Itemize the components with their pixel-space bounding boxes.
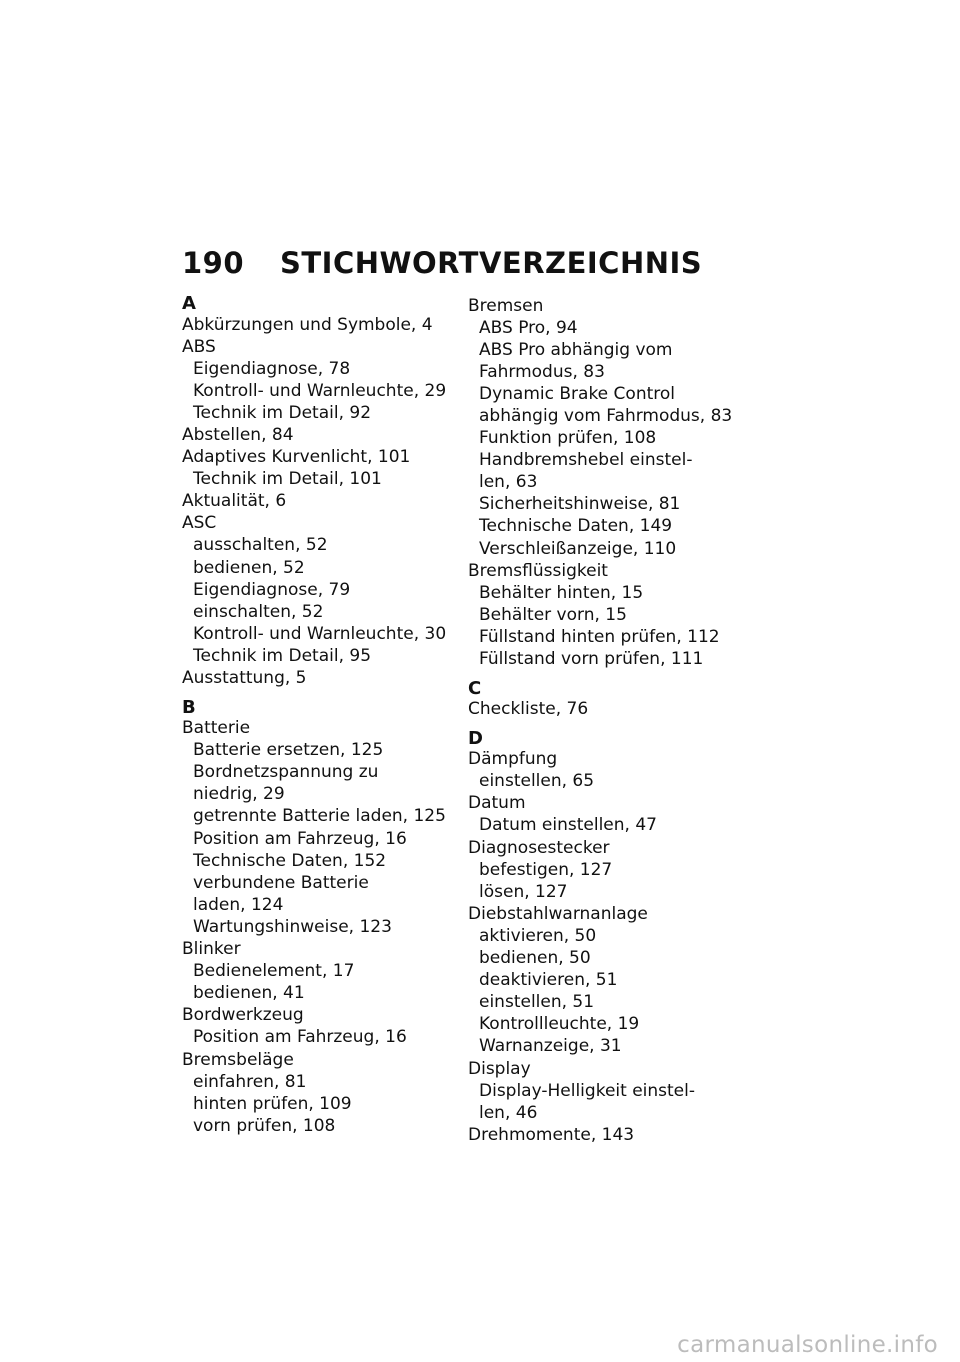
index-entry: Bordwerkzeug bbox=[182, 1005, 304, 1026]
index-subentry: abhängig vom Fahrmodus, 83 bbox=[479, 405, 733, 426]
index-entry: Abstellen, 84 bbox=[182, 424, 294, 445]
index-subentry: Warnanzeige, 31 bbox=[479, 1036, 622, 1057]
page-header bbox=[182, 246, 702, 280]
index-subentry: Füllstand hinten prüfen, 112 bbox=[479, 626, 720, 647]
section-letter: C bbox=[468, 677, 482, 699]
index-subentry: befestigen, 127 bbox=[479, 859, 613, 880]
index-entry: ABS bbox=[182, 336, 216, 357]
index-subentry: Technische Daten, 152 bbox=[193, 850, 387, 871]
index-subentry: len, 46 bbox=[479, 1102, 538, 1123]
index-subentry: Wartungshinweise, 123 bbox=[193, 916, 392, 937]
index-subentry: bedienen, 50 bbox=[479, 948, 591, 969]
index-subentry: Technik im Detail, 95 bbox=[193, 645, 372, 666]
index-section bbox=[468, 296, 748, 670]
index-entry: Display bbox=[468, 1058, 531, 1079]
index-entry: Aktualität, 6 bbox=[182, 491, 287, 512]
index-subentry: Verschleißanzeige, 110 bbox=[479, 538, 677, 559]
index-subentry: einfahren, 81 bbox=[193, 1071, 307, 1092]
index-subentry: bedienen, 52 bbox=[193, 557, 305, 578]
index-subentry: Funktion prüfen, 108 bbox=[479, 428, 657, 449]
index-column-right bbox=[468, 294, 748, 1154]
index-subentry: Batterie ersetzen, 125 bbox=[193, 740, 384, 761]
index-section bbox=[468, 679, 748, 720]
index-subentry: Dynamic Brake Control bbox=[479, 383, 675, 404]
index-subentry: Sicherheitshinweise, 81 bbox=[479, 494, 681, 515]
index-subentry: einstellen, 65 bbox=[479, 771, 595, 792]
index-subentry: Kontrollleuchte, 19 bbox=[479, 1014, 640, 1035]
index-subentry: Bordnetzspannung zu bbox=[193, 762, 379, 783]
index-subentry: Bedienelement, 17 bbox=[193, 961, 355, 982]
index-subentry: vorn prüfen, 108 bbox=[193, 1115, 336, 1136]
index-subentry: einschalten, 52 bbox=[193, 601, 324, 622]
index-entry: Adaptives Kurvenlicht, 101 bbox=[182, 447, 411, 468]
index-subentry: Technik im Detail, 92 bbox=[193, 402, 372, 423]
index-subentry: Behälter hinten, 15 bbox=[479, 582, 644, 603]
index-entry: Bremsflüssigkeit bbox=[468, 560, 608, 581]
index-subentry: Eigendiagnose, 79 bbox=[193, 579, 351, 600]
chapter-title: STICHWORTVERZEICHNIS bbox=[280, 246, 703, 280]
index-entry: Abkürzungen und Symbole, 4 bbox=[182, 314, 433, 335]
index-subentry: aktivieren, 50 bbox=[479, 925, 597, 946]
index-section bbox=[182, 698, 450, 1137]
index-subentry: lösen, 127 bbox=[479, 881, 568, 902]
index-subentry: laden, 124 bbox=[193, 894, 284, 915]
index-entry: Batterie bbox=[182, 718, 251, 739]
index-subentry: Position am Fahrzeug, 16 bbox=[193, 1027, 407, 1048]
index-subentry: niedrig, 29 bbox=[193, 784, 285, 805]
watermark: carmanualsonline.info bbox=[677, 1332, 938, 1358]
index-subentry: deaktivieren, 51 bbox=[479, 970, 618, 991]
section-letter: B bbox=[182, 696, 196, 718]
index-subentry: Eigendiagnose, 78 bbox=[193, 358, 351, 379]
index-subentry: Display-Helligkeit einstel- bbox=[479, 1080, 695, 1101]
index-entry: Ausstattung, 5 bbox=[182, 668, 307, 688]
section-letter: D bbox=[468, 727, 483, 749]
index-column-left bbox=[182, 294, 450, 1145]
index-entry: Blinker bbox=[182, 939, 241, 960]
index-subentry: hinten prüfen, 109 bbox=[193, 1093, 352, 1114]
index-subentry: Position am Fahrzeug, 16 bbox=[193, 828, 407, 849]
index-entry: Checkliste, 76 bbox=[468, 699, 589, 720]
index-entry: ASC bbox=[182, 513, 217, 534]
index-section bbox=[182, 294, 450, 689]
index-subentry: bedienen, 41 bbox=[193, 983, 305, 1004]
index-entry: Diagnosestecker bbox=[468, 837, 610, 858]
index-subentry: getrennte Batterie laden, 125 bbox=[193, 806, 446, 827]
index-subentry: verbundene Batterie bbox=[193, 872, 369, 893]
index-subentry: Datum einstellen, 47 bbox=[479, 815, 657, 836]
index-entry: Datum bbox=[468, 793, 526, 814]
index-section bbox=[468, 729, 748, 1146]
index-entry: Bremsen bbox=[468, 295, 544, 316]
index-subentry: ABS Pro abhängig vom bbox=[479, 339, 673, 360]
index-subentry: Technik im Detail, 101 bbox=[193, 469, 382, 490]
page-number: 190 bbox=[182, 246, 245, 280]
section-letter: A bbox=[182, 293, 196, 314]
index-subentry: ausschalten, 52 bbox=[193, 535, 328, 556]
index-entry: Diebstahlwarnanlage bbox=[468, 903, 648, 924]
index-subentry: Behälter vorn, 15 bbox=[479, 604, 627, 625]
index-entry: Bremsbeläge bbox=[182, 1049, 294, 1070]
index-subentry: Kontroll- und Warnleuchte, 30 bbox=[193, 623, 447, 644]
index-subentry: Kontroll- und Warnleuchte, 29 bbox=[193, 380, 447, 401]
index-entry: Dämpfung bbox=[468, 749, 558, 770]
index-subentry: Technische Daten, 149 bbox=[479, 516, 673, 537]
index-entry: Drehmomente, 143 bbox=[468, 1124, 635, 1145]
index-subentry: len, 63 bbox=[479, 472, 538, 493]
index-subentry: einstellen, 51 bbox=[479, 992, 595, 1013]
index-subentry: Füllstand vorn prüfen, 111 bbox=[479, 649, 704, 669]
index-subentry: Handbremshebel einstel- bbox=[479, 450, 693, 471]
index-subentry: Fahrmodus, 83 bbox=[479, 361, 605, 382]
index-subentry: ABS Pro, 94 bbox=[479, 317, 578, 338]
